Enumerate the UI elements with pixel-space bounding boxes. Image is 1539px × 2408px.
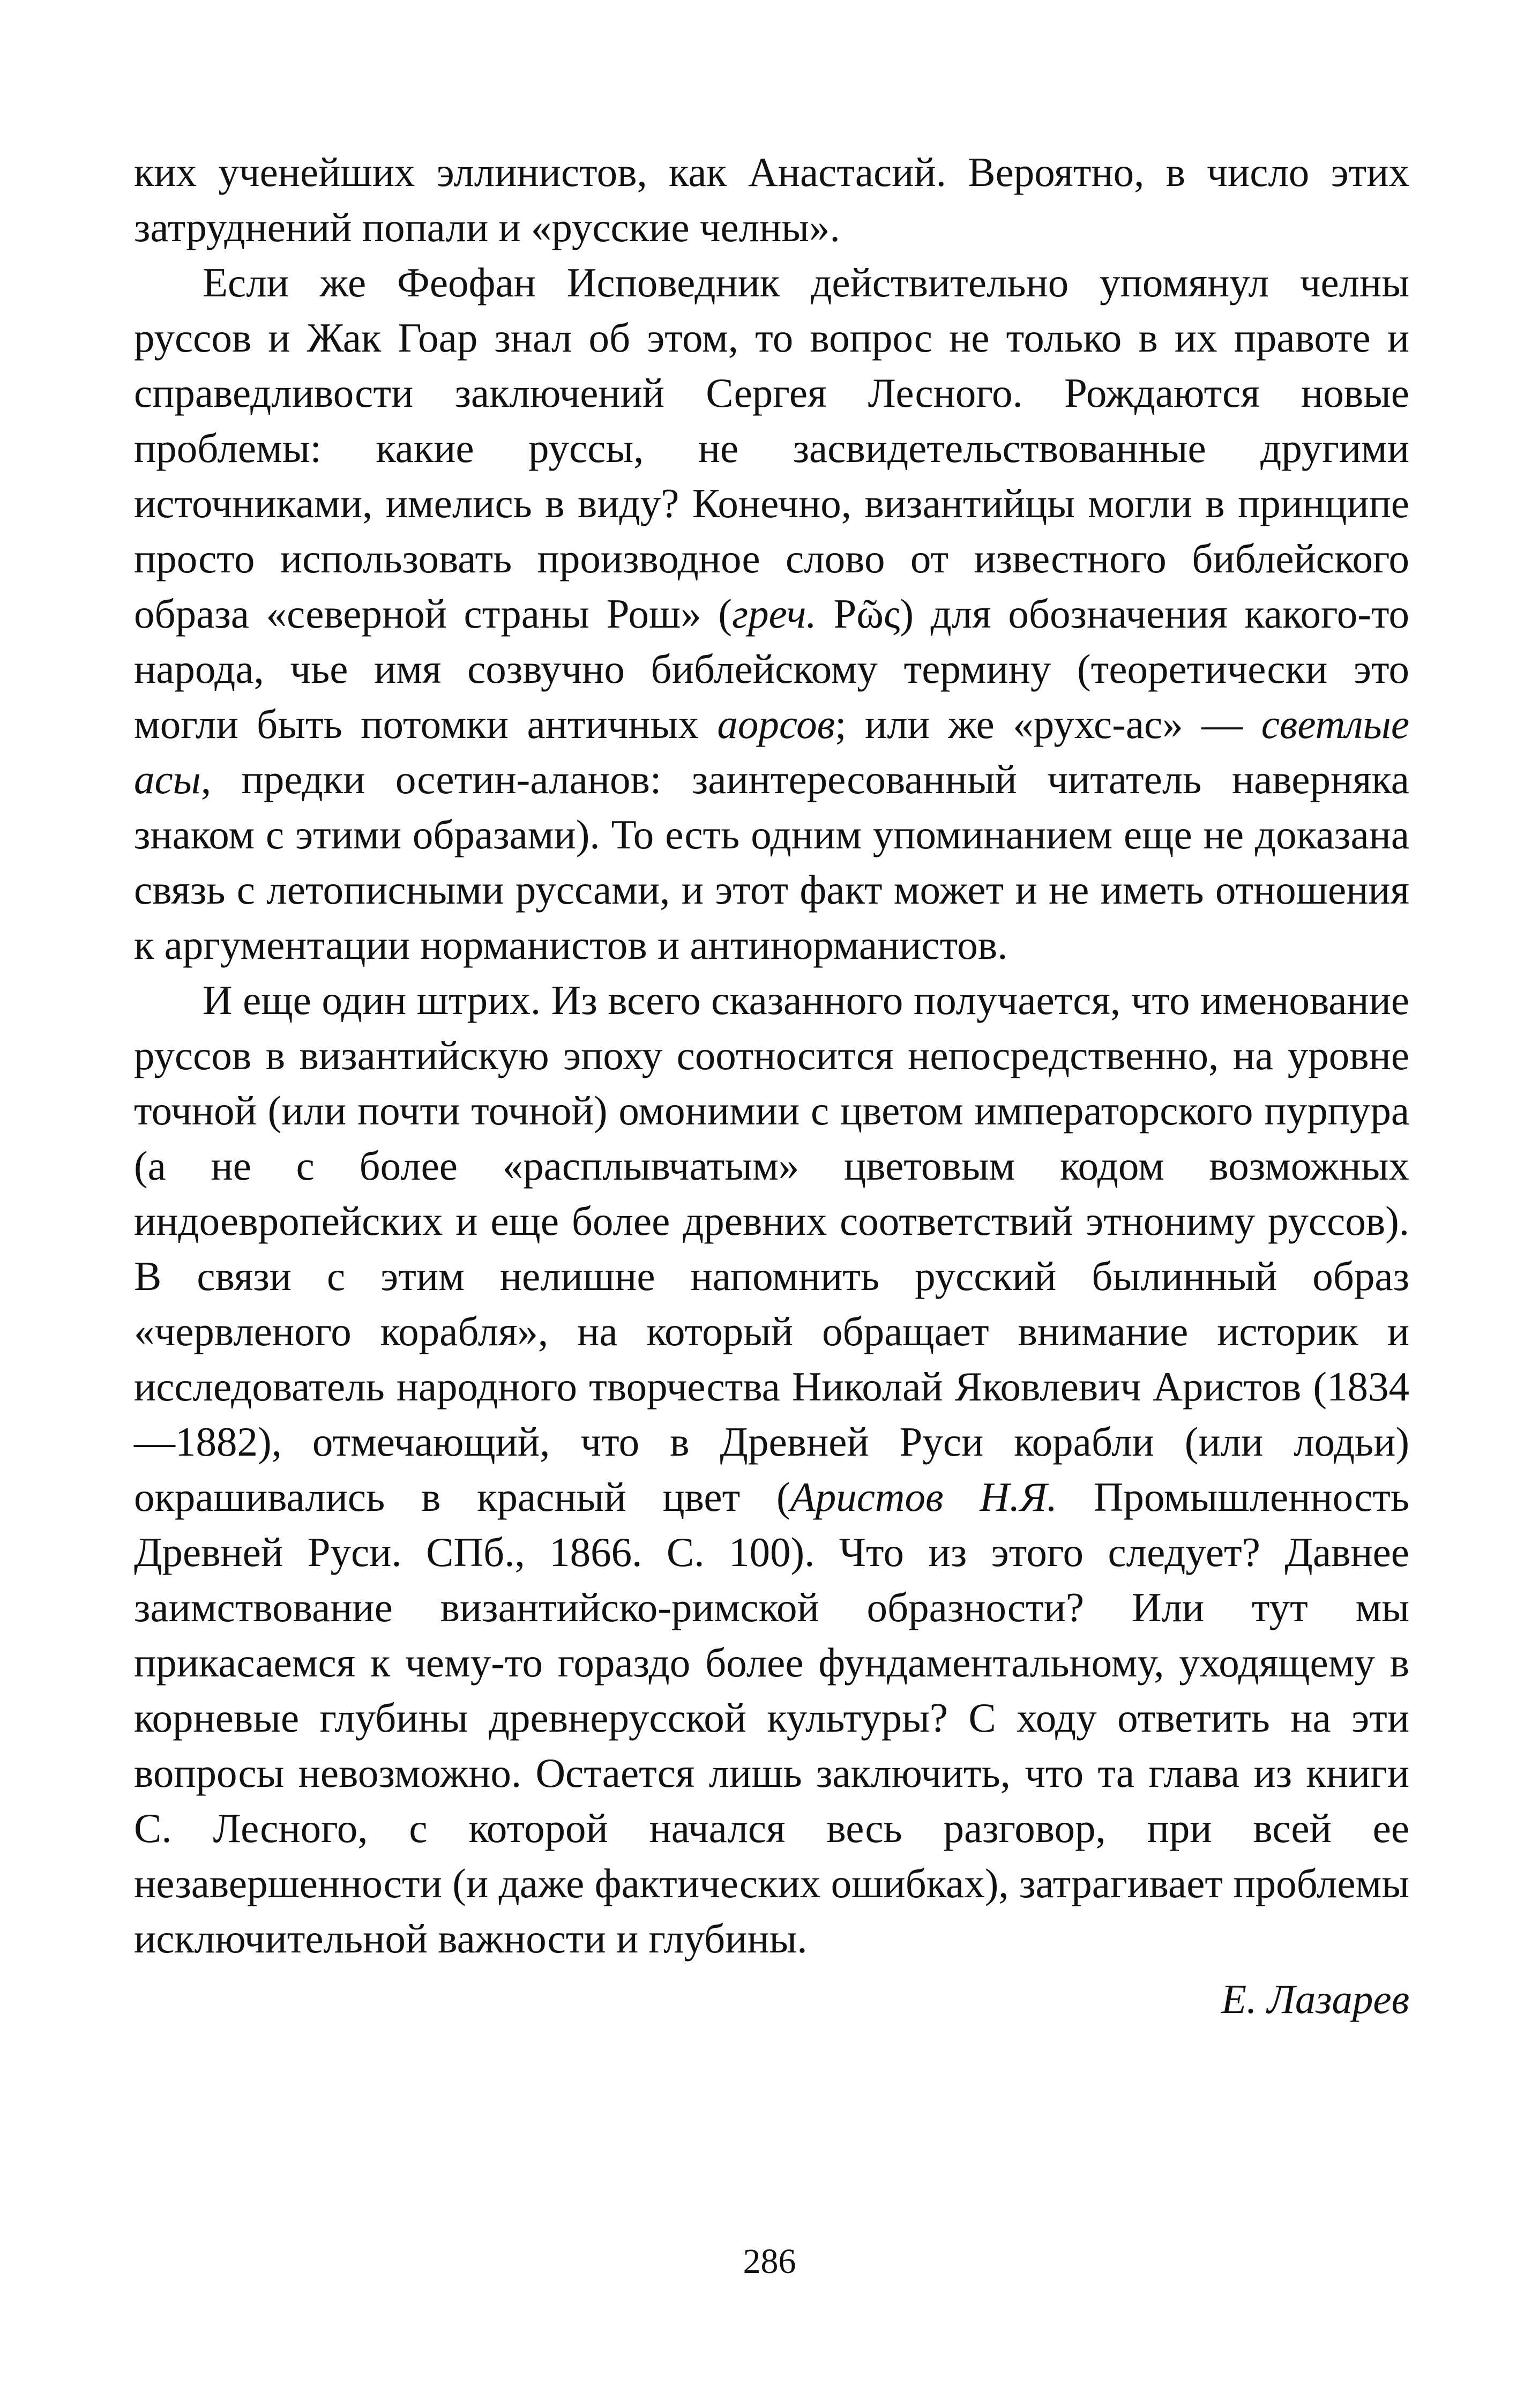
paragraph-1 (134, 145, 1409, 255)
paragraph-3-italic-author: Аристов Н.Я. (790, 1474, 1057, 1520)
paragraph-2-text-b: Ρῶς) для обозначения какого-то народа, чье имя созвучно библейскому термину (теоретически это могли быть потомки античных (134, 591, 1409, 747)
paragraph-3-text-b: Промышленность Древней Руси. СПб., 1866. С. 100). Что из этого следует? Давнее заимствование византийско-римской образности? Или тут мы прикасаемся к чему-то гораздо более фундаментальному, уходящему в корневые глубины древнерусской культуры? С ходу ответить на эти вопросы невозможно. Остается лишь заключить, что та глава из книги С. Лесного, с которой начался весь разговор, при всей ее незавершенности (и даже фактических ошибках), затрагивает проблемы исключительной важности и глубины. (134, 1474, 1409, 1962)
paragraph-2-italic-greek: греч. (732, 591, 817, 637)
paragraph-3-text-a: И еще один штрих. Из всего сказанного получается, что именование руссов в византийскую эпоху соотносится непосредственно, на уровне точной (или почти точной) омонимии с цветом императорского пурпура (а не с более «расплывчатым» цветовым кодом возможных индоевропейских и еще более древних соответствий этнониму руссов). В связи с этим нелишне напомнить русский былинный образ «червленого корабля», на который обращает внимание историк и исследователь народного творчества Николай Яковлевич Аристов (1834—1882), отмечающий, что в Древней Руси корабли (или лодьи) окрашивались в красный цвет ( (134, 977, 1409, 1520)
paragraph-2-italic-svetlye-asy: светлые асы (134, 701, 1410, 802)
paragraph-1-text: ких ученейших эллинистов, как Анастасий. Вероятно, в число этих затруднений попали и «русские челны». (134, 149, 1409, 250)
paragraph-2-text-a: Если же Феофан Исповедник действительно упомянул челны руссов и Жак Гоар знал об этом, то вопрос не только в их правоте и справедливости заключений Сергея Лесного. Рождаются новые проблемы: какие руссы, не засвидетельствованные другими источниками, имелись в виду? Конечно, византийцы могли в принципе просто использовать производное слово от известного библейского образа «северной страны Рош» ( (134, 259, 1409, 637)
author-signature: Е. Лазарев (1221, 1976, 1409, 2022)
page-number: 286 (743, 2242, 796, 2281)
paragraph-2-italic-aorsov: аорсов (717, 701, 835, 747)
paragraph-2-text-c: ; или же «рухс-ас» — (835, 701, 1261, 747)
page-body (134, 145, 1409, 2027)
paragraph-2 (134, 255, 1409, 973)
paragraph-2-text-d: , предки осетин-аланов: заинтересованный читатель наверняка знаком с этими образами). То есть одним упоминанием еще не доказана связь с летописными руссами, и этот факт может и не иметь отношения к аргументации норманистов и антинорманистов. (134, 756, 1409, 968)
paragraph-3 (134, 973, 1409, 1966)
